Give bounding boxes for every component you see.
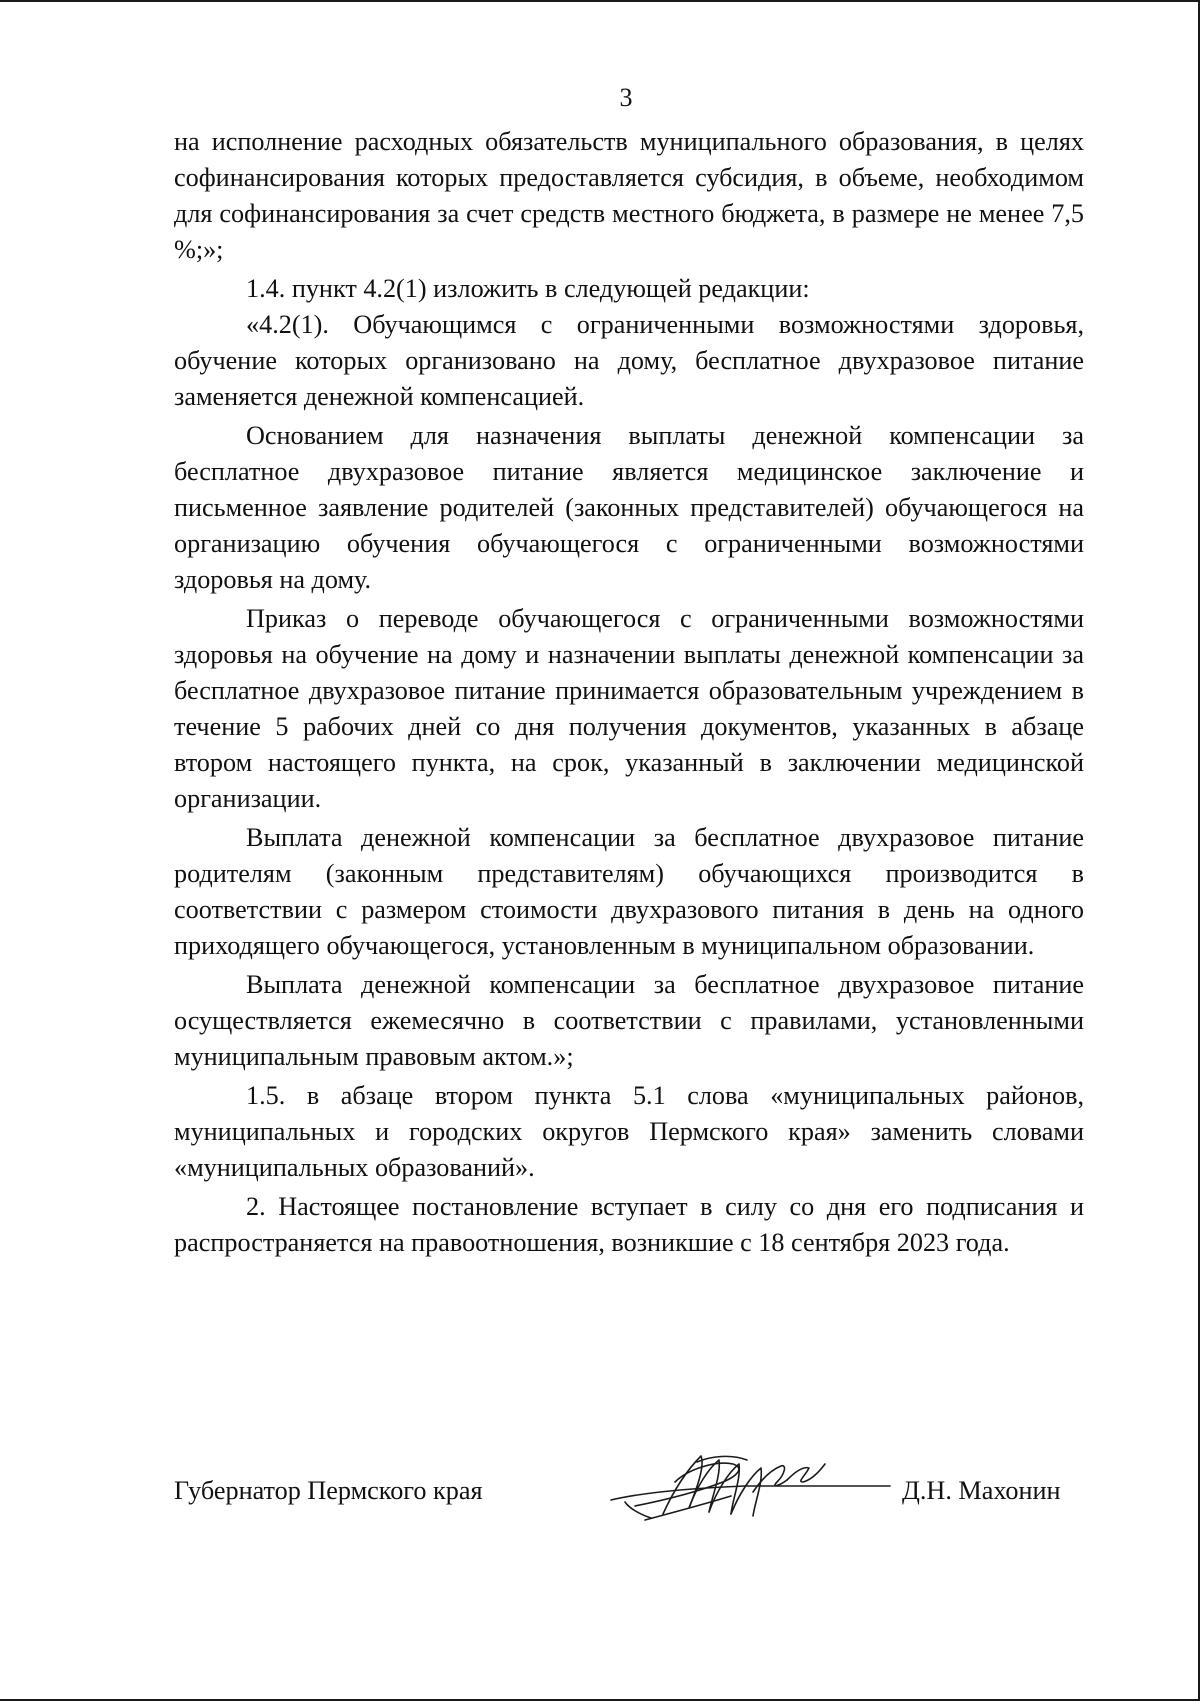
document-body bbox=[174, 124, 1084, 1261]
handwritten-signature bbox=[605, 1442, 895, 1532]
paragraph-compensation-basis: Основанием для назначения выплаты денежной компенсации за бесплатное двухразовое питание является медицинское заключение и письменное заявление родителей (законных представителей) обучающегося на организацию обучения обучающегося с ограниченными возможностями здоровья на дому. bbox=[174, 421, 1084, 594]
paragraph-payment-schedule: Выплата денежной компенсации за бесплатное двухразовое питание осуществляется ежемесячно в соответствии с правилами, установленными муниципальным правовым актом.»; bbox=[174, 970, 1084, 1071]
paragraph-item-1-5: 1.5. в абзаце втором пункта 5.1 слова «муниципальных районов, муниципальных и городских округов Пермского края» заменить словами «муниципальных образований». bbox=[174, 1081, 1084, 1182]
paragraph-transfer-order: Приказ о переводе обучающегося с ограниченными возможностями здоровья на обучение на дому и назначении выплаты денежной компенсации за бесплатное двухразовое питание принимается образовательным учреждением в течение 5 рабочих дней со дня получения документов, указанных в абзаце втором настоящего пункта, на срок, указанный в заключении медицинской организации. bbox=[174, 604, 1084, 813]
page-border-top bbox=[0, 0, 1200, 2]
paragraph-item-1-4: 1.4. пункт 4.2(1) изложить в следующей редакции: bbox=[246, 274, 810, 303]
signatory-name: Д.Н. Махонин bbox=[902, 1476, 1061, 1505]
page-number: 3 bbox=[619, 83, 633, 112]
signatory-position: Губернатор Пермского края bbox=[174, 1476, 483, 1505]
paragraph-continuation: на исполнение расходных обязательств муниципального образования, в целях софинансирования которых предоставляется субсидия, в объеме, необходимом для софинансирования за счет средств местного бюджета, в размере не менее 7,5 %;»; bbox=[174, 127, 1084, 264]
paragraph-clause-4-2-1: «4.2(1). Обучающимся с ограниченными возможностями здоровья, обучение которых организовано на дому, бесплатное двухразовое питание заменяется денежной компенсацией. bbox=[174, 310, 1084, 411]
paragraph-payment-amount: Выплата денежной компенсации за бесплатное двухразовое питание родителям (законным представителям) обучающихся производится в соответствии с размером стоимости двухразового питания в день на одного приходящего обучающегося, установленным в муниципальном образовании. bbox=[174, 823, 1084, 960]
paragraph-effective-date: 2. Настоящее постановление вступает в силу со дня его подписания и распространяется на правоотношения, возникшие с 18 сентября 2023 года. bbox=[174, 1192, 1084, 1257]
